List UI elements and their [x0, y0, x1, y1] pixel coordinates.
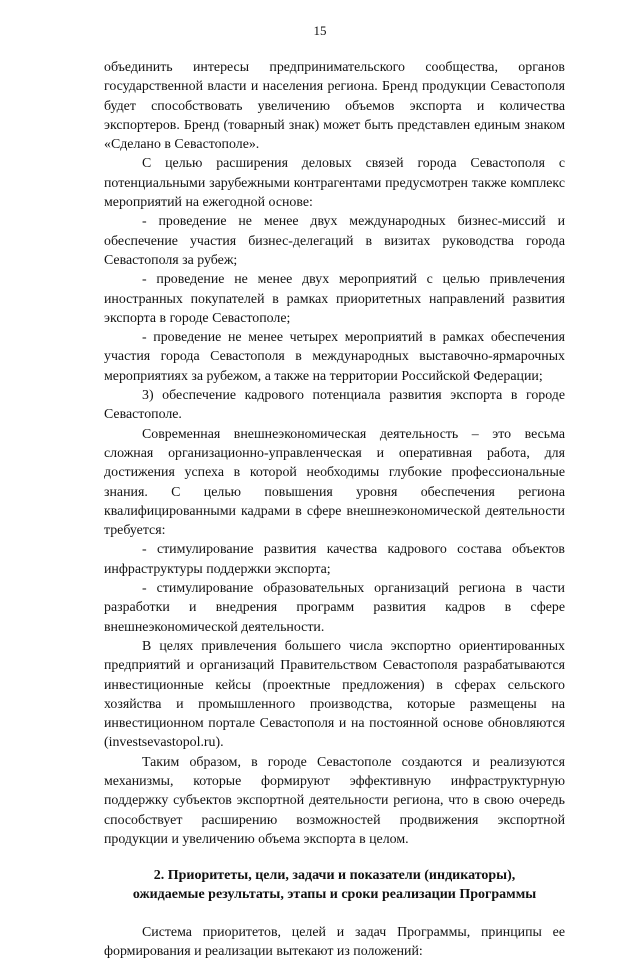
list-item-foreign-buyers: - проведение не менее двух мероприятий с целью привлечения иностранных покупателей в рамках приоритетных направлений развития экспорта в городе Севастополе; [104, 272, 565, 326]
paragraph-business-ties: С целью расширения деловых связей города Севастополя с потенциальными зарубежными контрагентами предусмотрен также комплекс мероприятий на ежегодной основе: [104, 156, 565, 211]
paragraph-investment-cases: В целях привлечения большего числа экспортно ориентированных предприятий и организаций Правительством Севастополя разрабатываются инвестиционные кейсы (проектные предложения) в сферах сельского хозяйства и промышленного производства, которые размещены на инвестиционном портале Севастополя и на постоянной основе обновляются (investsevastopol.ru). [104, 638, 565, 751]
paragraph-foreign-economic-activity: Современная внешнеэкономическая деятельность – это весьма сложная организационно-управленческая и оперативная работа, для достижения успеха в которой необходимы глубокие профессиональные знания. С целью повышения уровня обеспечения региона квалифицированными кадрами в сфере внешнеэкономической деятельности требуется: [104, 426, 565, 539]
list-item-personnel-potential: 3) обеспечение кадрового потенциала развития экспорта в городе Севастополе. [104, 388, 565, 423]
paragraph-section-intro: Система приоритетов, целей и задач Программы, принципы ее формирования и реализации вытекают из положений: [104, 925, 565, 960]
list-item-exhibitions: - проведение не менее четырех мероприятий в рамках обеспечения участия города Севастополя в международных выставочно-ярмарочных мероприятиях за рубежом, а также на территории Российской Федерации; [104, 330, 565, 384]
paragraph-brand: объединить интересы предпринимательского сообщества, органов государственной власти и населения региона. Бренд продукции Севастополя будет способствовать увеличению объемов экспорта и количества экспортеров. Бренд (товарный знак) может быть представлен единым знаком «Сделано в Севастополе». [104, 60, 565, 153]
section-heading-line1: 2. Приоритеты, цели, задачи и показатели (индикаторы), [153, 868, 516, 884]
document-body [104, 58, 565, 962]
section-heading-line2: ожидаемые результаты, этапы и сроки реализации Программы [132, 887, 537, 903]
paragraph-conclusion: Таким образом, в городе Севастополе создаются и реализуются механизмы, которые формируют эффективную инфраструктурную поддержку субъектов экспортной деятельности региона, что в свою очередь способствует расширению возможностей продвижения экспортной продукции и увеличению объема экспорта в целом. [104, 754, 565, 847]
section-heading [104, 866, 565, 904]
list-item-personnel-quality: - стимулирование развития качества кадрового состава объектов инфраструктуры поддержки экспорта; [104, 542, 565, 577]
list-item-business-missions: - проведение не менее двух международных бизнес-миссий и обеспечение участия бизнес-делегаций в визитах руководства города Севастополя за рубеж; [104, 214, 565, 268]
page-number: 15 [313, 23, 327, 38]
list-item-educational-organizations: - стимулирование образовательных организаций региона в части разработки и внедрения программ развития кадров в сфере внешнеэкономической деятельности. [104, 581, 565, 635]
